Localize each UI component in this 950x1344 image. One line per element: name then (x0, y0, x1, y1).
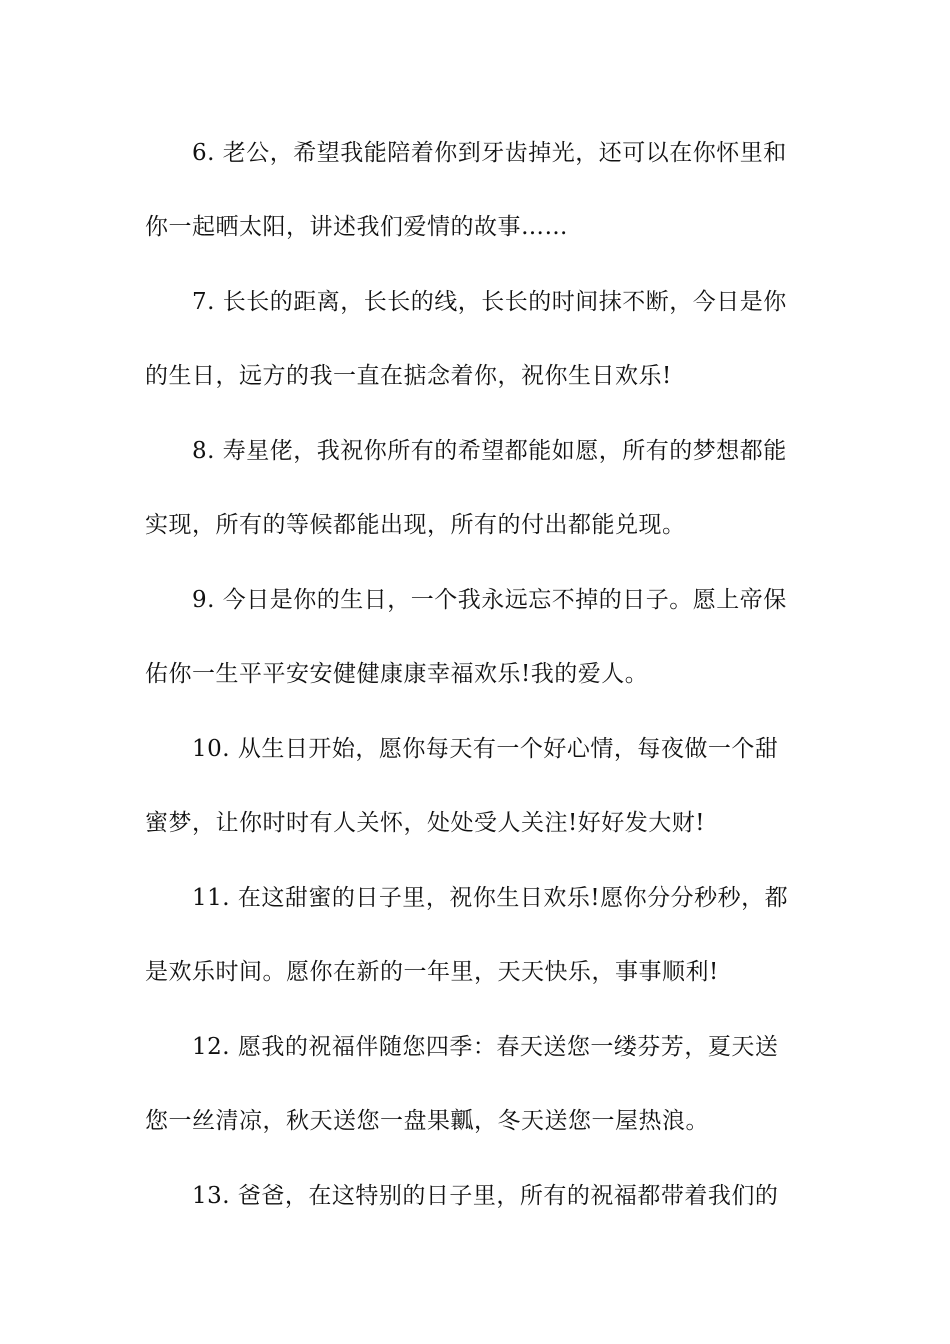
paragraph-8-line-2: 实现，所有的等候都能出现，所有的付出都能兑现。 (145, 512, 686, 538)
paragraph-7-line-2: 的生日，远方的我一直在掂念着你，祝你生日欢乐! (145, 363, 672, 389)
paragraph-6-line-1: 6. 老公，希望我能陪着你到牙齿掉光，还可以在你怀里和 (192, 140, 787, 166)
paragraph-11-line-2: 是欢乐时间。愿你在新的一年里，天天快乐，事事顺利! (145, 959, 719, 985)
paragraph-9-line-1: 9. 今日是你的生日，一个我永远忘不掉的日子。愿上帝保 (192, 587, 787, 613)
paragraph-9-line-2: 佑你一生平平安安健健康康幸福欢乐!我的爱人。 (145, 661, 649, 687)
paragraph-10-line-2: 蜜梦，让你时时有人关怀，处处受人关注!好好发大财! (145, 810, 705, 836)
paragraph-7-line-1: 7. 长长的距离，长长的线，长长的时间抹不断，今日是你 (192, 289, 787, 315)
paragraph-10-line-1: 10. 从生日开始，愿你每天有一个好心情，每夜做一个甜 (192, 736, 779, 762)
paragraph-12-line-2: 您一丝清凉，秋天送您一盘果瓤，冬天送您一屋热浪。 (145, 1108, 709, 1134)
paragraph-11-line-1: 11. 在这甜蜜的日子里，祝你生日欢乐!愿你分分秒秒，都 (192, 885, 789, 911)
paragraph-12-line-1: 12. 愿我的祝福伴随您四季：春天送您一缕芬芳，夏天送 (192, 1034, 779, 1060)
paragraph-6-line-2: 你一起晒太阳，讲述我们爱情的故事…… (145, 214, 568, 240)
paragraph-13-line-1: 13. 爸爸，在这特别的日子里，所有的祝福都带着我们的 (192, 1183, 779, 1209)
paragraph-8-line-1: 8. 寿星佬，我祝你所有的希望都能如愿，所有的梦想都能 (192, 438, 787, 464)
